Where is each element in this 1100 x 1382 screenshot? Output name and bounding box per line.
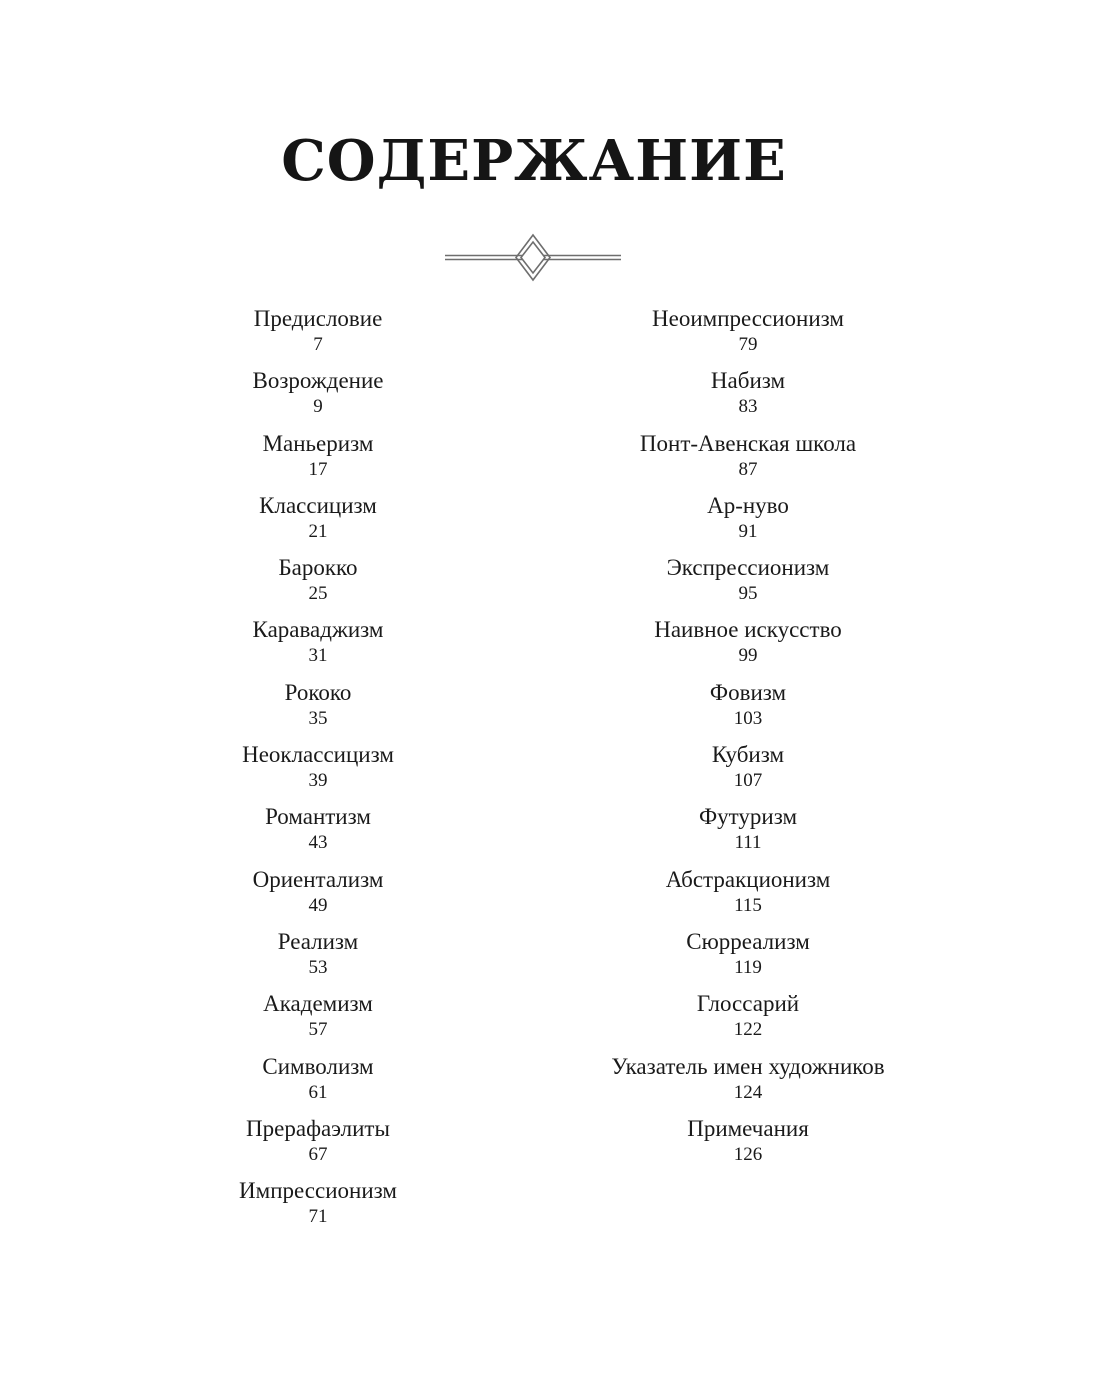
- toc-entry-title: Сюрреализм: [686, 928, 810, 954]
- toc-left-column: [108, 305, 528, 1239]
- toc-entry-page: 91: [738, 520, 758, 542]
- toc-entry-page: 25: [308, 583, 328, 605]
- toc-entry[interactable]: [108, 430, 528, 492]
- toc-entry[interactable]: [538, 430, 958, 492]
- toc-entry-title: Неоклассицизм: [242, 742, 394, 768]
- toc-entry-page: 115: [734, 894, 762, 916]
- toc-entry-page: 71: [308, 1206, 328, 1228]
- toc-entry-page: 17: [308, 458, 328, 480]
- toc-entry-title: Глоссарий: [696, 991, 800, 1017]
- toc-entry-page: 99: [738, 645, 758, 667]
- toc-entry-title: Футуризм: [698, 804, 798, 830]
- toc-entry-page: 126: [733, 1143, 763, 1165]
- toc-entry[interactable]: [538, 367, 958, 429]
- toc-entry-page: 119: [734, 956, 762, 978]
- toc-entry-page: 35: [308, 707, 328, 729]
- toc-entry-title: Романтизм: [265, 804, 371, 830]
- toc-entry-title: Ар-нуво: [707, 492, 789, 518]
- toc-entry-page: 43: [308, 832, 328, 854]
- toc-entry-page: 124: [733, 1081, 763, 1103]
- toc-right-column: [538, 305, 958, 1177]
- toc-entry-title: Ориентализм: [252, 866, 384, 892]
- toc-entry-title: Возрождение: [252, 368, 384, 394]
- toc-entry-page: 49: [308, 894, 328, 916]
- toc-entry-title: Предисловие: [253, 306, 383, 331]
- toc-entry-page: 39: [308, 770, 328, 792]
- toc-entry-title: Импрессионизм: [239, 1178, 397, 1204]
- toc-entry-page: 7: [313, 334, 323, 355]
- toc-entry[interactable]: [538, 305, 958, 367]
- toc-entry[interactable]: [108, 1053, 528, 1115]
- toc-entry-title: Неоимпрессионизм: [652, 306, 844, 331]
- toc-entry-page: 61: [308, 1081, 328, 1103]
- toc-entry-title: Экспрессионизм: [666, 555, 830, 581]
- toc-entry[interactable]: [538, 1053, 958, 1115]
- toc-entry-page: 53: [308, 956, 328, 978]
- toc-entry[interactable]: [108, 367, 528, 429]
- toc-entry[interactable]: [108, 492, 528, 554]
- toc-entry[interactable]: [108, 803, 528, 865]
- toc-entry-title: Символизм: [262, 1053, 374, 1079]
- toc-entry-title: Караваджизм: [252, 617, 384, 643]
- toc-entry-page: 87: [738, 458, 758, 480]
- toc-entry[interactable]: [108, 305, 528, 367]
- toc-entry[interactable]: [108, 990, 528, 1052]
- toc-entry[interactable]: [538, 990, 958, 1052]
- toc-entry-title: Набизм: [710, 368, 786, 394]
- toc-entry-page: 122: [733, 1019, 763, 1041]
- toc-entry-title: Наивное искусство: [654, 617, 842, 643]
- toc-entry-page: 79: [738, 334, 758, 355]
- toc-entry[interactable]: [538, 866, 958, 928]
- toc-entry-title: Прерафаэлиты: [246, 1115, 390, 1141]
- toc-entry[interactable]: [538, 616, 958, 678]
- toc-entry-page: 95: [738, 583, 758, 605]
- toc-entry-title: Понт-Авенская школа: [639, 430, 857, 456]
- toc-entry[interactable]: [538, 679, 958, 741]
- toc-entry[interactable]: [538, 492, 958, 554]
- toc-entry[interactable]: [108, 616, 528, 678]
- toc-entry[interactable]: [108, 554, 528, 616]
- page-title: СОДЕРЖАНИЕ: [281, 128, 787, 194]
- toc-entry-page: 57: [308, 1019, 328, 1041]
- toc-entry[interactable]: [108, 741, 528, 803]
- toc-entry[interactable]: [108, 1177, 528, 1239]
- toc-entry[interactable]: [108, 1115, 528, 1177]
- toc-entry-title: Реализм: [277, 928, 359, 954]
- toc-entry-page: 111: [734, 832, 762, 854]
- toc-entry-title: Рококо: [284, 679, 352, 705]
- toc-entry-title: Фовизм: [709, 679, 787, 705]
- toc-entry-page: 67: [308, 1143, 328, 1165]
- toc-entry-title: Маньеризм: [262, 430, 374, 456]
- toc-entry[interactable]: [108, 679, 528, 741]
- diamond-divider-icon: [444, 233, 622, 283]
- toc-entry-title: Академизм: [263, 991, 373, 1017]
- toc-entry[interactable]: [538, 803, 958, 865]
- toc-entry-title: Кубизм: [711, 742, 785, 768]
- toc-entry-page: 21: [308, 520, 328, 542]
- toc-entry-page: 31: [308, 645, 328, 667]
- toc-entry-page: 83: [738, 396, 758, 418]
- toc-entry-page: 9: [313, 396, 323, 418]
- toc-entry-title: Примечания: [687, 1115, 809, 1141]
- toc-entry-page: 107: [733, 770, 763, 792]
- toc-entry[interactable]: [538, 554, 958, 616]
- toc-entry-title: Абстракционизм: [665, 866, 831, 892]
- toc-entry[interactable]: [108, 866, 528, 928]
- toc-entry[interactable]: [108, 928, 528, 990]
- toc-entry-title: Классицизм: [259, 492, 377, 518]
- toc-entry[interactable]: [538, 741, 958, 803]
- toc-entry[interactable]: [538, 1115, 958, 1177]
- toc-entry-title: Барокко: [278, 555, 358, 581]
- toc-entry-title: Указатель имен художников: [611, 1053, 885, 1079]
- toc-entry-page: 103: [733, 707, 763, 729]
- toc-entry[interactable]: [538, 928, 958, 990]
